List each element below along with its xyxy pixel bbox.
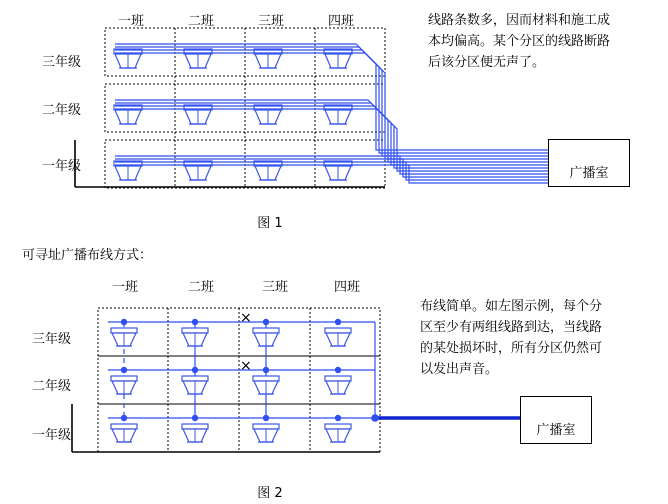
fig1-col-header-0: 一班 bbox=[118, 14, 145, 29]
fig2-col-header-1: 二班 bbox=[188, 280, 215, 295]
fig2-row-header-2: 一年级 bbox=[32, 428, 72, 443]
fig2-col-header-3: 四班 bbox=[334, 280, 361, 295]
fig2-fault-mark-0: × bbox=[240, 310, 252, 326]
fig2-broadcast-room bbox=[520, 396, 592, 444]
fig2-caption: 图 2 bbox=[257, 486, 283, 501]
fig2-col-header-0: 一班 bbox=[112, 280, 139, 295]
fig1-note: 线路条数多，因而材料和施工成本均偏高。某个分区的线路断路后该分区便无声了。 bbox=[428, 13, 611, 70]
fig2-note: 布线简单。如左图示例，每个分区至少有两组线路到达，当线路的某处损坏时，所有分区仍然可以发出声音。 bbox=[420, 299, 603, 377]
fig1-broadcast-room bbox=[548, 139, 630, 187]
fig1-broadcast-room-label: 广播室 bbox=[569, 166, 609, 181]
fig1-col-header-1: 二班 bbox=[188, 14, 215, 29]
fig2-row-header-0: 三年级 bbox=[32, 332, 72, 347]
fig1-caption: 图 1 bbox=[257, 216, 283, 231]
fig2-col-header-2: 三班 bbox=[262, 280, 289, 295]
fig1-row-header-0: 三年级 bbox=[42, 55, 82, 70]
fig1-col-header-3: 四班 bbox=[328, 14, 355, 29]
fig2-row-header-1: 二年级 bbox=[32, 379, 72, 394]
fig2-fault-mark-1: × bbox=[240, 358, 252, 374]
fig1-row-header-1: 二年级 bbox=[42, 103, 82, 118]
fig1-col-header-2: 三班 bbox=[258, 14, 285, 29]
fig2-broadcast-room-label: 广播室 bbox=[536, 423, 576, 438]
fig1-row-header-2: 一年级 bbox=[42, 159, 82, 174]
section-title: 可寻址广播布线方式： bbox=[22, 248, 153, 263]
